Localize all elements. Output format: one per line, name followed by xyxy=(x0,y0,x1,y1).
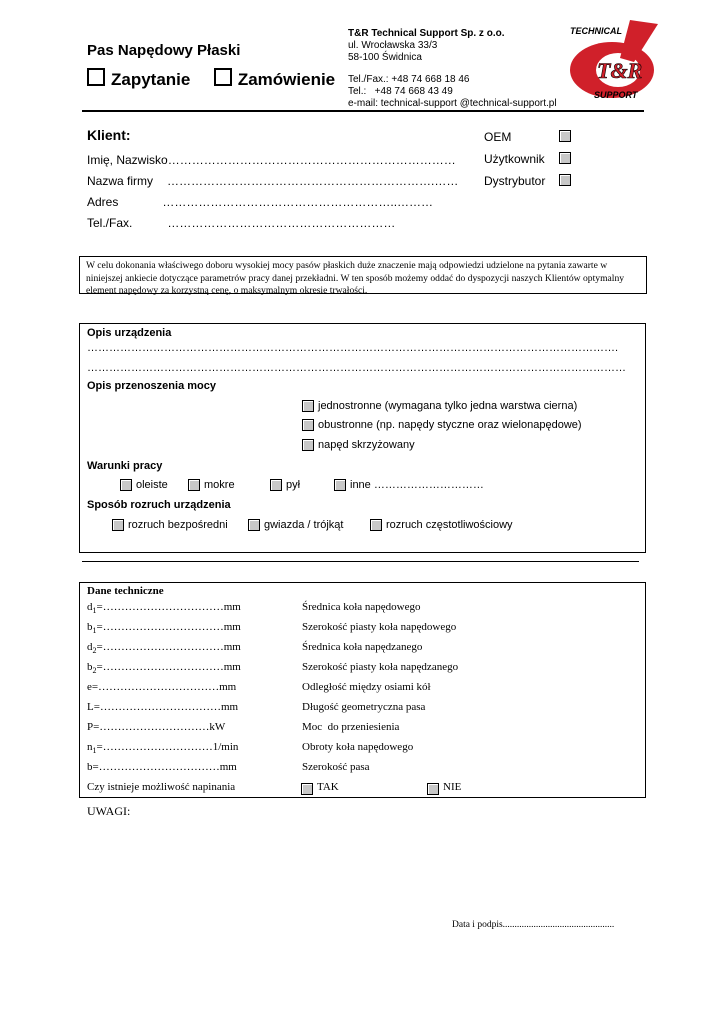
tech-row[interactable] xyxy=(87,721,637,741)
tech-param: $n_1=\dots\dots\dots\dots\dots\dots\dots\dots\dots\dots 1/\min$ xyxy=(87,741,239,756)
tech-row[interactable] xyxy=(87,601,637,621)
conditions-title: Warunki pracy xyxy=(87,460,163,472)
remarks-label: UWAGI: xyxy=(87,804,131,818)
signature-line[interactable]: Data i podpis............................................... xyxy=(452,920,615,930)
device-desc-line-1[interactable]: ………………………………………………………………………………………………………………………………. xyxy=(87,342,619,354)
order-label: Zamówienie xyxy=(237,70,336,89)
client-type-oem: OEM xyxy=(484,130,512,144)
startup-star-delta-checkbox[interactable] xyxy=(248,519,260,531)
client-type-distributor: Dystrybutor xyxy=(484,174,546,188)
inquiry-label: Zapytanie xyxy=(111,70,191,89)
condition-wet-checkbox[interactable] xyxy=(188,479,200,491)
distributor-checkbox[interactable] xyxy=(559,174,571,186)
inquiry-checkbox[interactable] xyxy=(87,70,111,89)
tech-desc: Średnica koła napędowego xyxy=(302,601,421,613)
tech-row[interactable] xyxy=(87,681,637,701)
transmission-one-sided-checkbox[interactable] xyxy=(302,400,314,412)
company-logo xyxy=(560,18,665,106)
condition-other-checkbox[interactable] xyxy=(334,479,346,491)
client-field-dots: …………………………………………………..……… xyxy=(162,195,434,209)
client-field-dots: ………………………………………………… xyxy=(167,216,396,230)
logo-mid-text: T&R xyxy=(597,58,643,83)
tension-no-checkbox[interactable] xyxy=(427,783,439,795)
logo-top-text: TECHNICAL xyxy=(570,26,622,36)
tech-param: e=……………………………mm xyxy=(87,681,237,693)
tech-param: $b_1=\dots\dots\dots\dots\dots\dots\dots\dots\dots\dots\dots mm$ xyxy=(87,621,241,636)
tech-row[interactable] xyxy=(87,661,637,681)
square-checkbox-icon xyxy=(87,68,105,86)
startup-label: rozruch częstotliwościowy xyxy=(386,519,513,531)
condition-label: mokre xyxy=(204,479,235,491)
tension-yes-label: TAK xyxy=(317,781,339,793)
logo-bottom-text: SUPPORT xyxy=(594,90,638,100)
section-divider xyxy=(82,561,639,562)
tech-row[interactable] xyxy=(87,741,637,761)
tech-desc: Odległość między osiami kół xyxy=(302,681,431,693)
client-field-label: Nazwa firmy xyxy=(87,174,154,188)
tech-desc: Długość geometryczna pasa xyxy=(302,701,426,713)
company-telfax: Tel./Fax.: +48 74 668 18 46 xyxy=(348,74,470,85)
startup-label: rozruch bezpośredni xyxy=(128,519,228,531)
user-checkbox[interactable] xyxy=(559,152,571,164)
tech-desc: Moc do przeniesienia xyxy=(302,721,400,733)
tech-row[interactable] xyxy=(87,761,637,781)
tech-row[interactable] xyxy=(87,641,637,661)
tech-param: $d_1=\dots\dots\dots\dots\dots\dots\dots\dots\dots\dots\dots mm$ xyxy=(87,601,241,616)
oem-checkbox[interactable] xyxy=(559,130,571,142)
client-field-dots: ……………………………………………………………… xyxy=(167,153,456,167)
startup-label: gwiazda / trójkąt xyxy=(264,519,344,531)
device-desc-line-2[interactable]: ………………………………………………………………………………………………………………………………… xyxy=(87,362,626,374)
client-field-label: Imię, Nazwisko xyxy=(87,153,168,167)
request-type-options xyxy=(87,68,335,90)
transmission-two-sided-checkbox[interactable] xyxy=(302,419,314,431)
tech-param: L=……………………………mm xyxy=(87,701,239,713)
transmission-title: Opis przenoszenia mocy xyxy=(87,380,216,392)
tech-desc: Średnica koła napędzanego xyxy=(302,641,423,653)
startup-direct-checkbox[interactable] xyxy=(112,519,124,531)
condition-label: pył xyxy=(286,479,301,491)
tech-param: $d_2=\dots\dots\dots\dots\dots\dots\dots\dots\dots\dots\dots mm$ xyxy=(87,641,241,656)
tr-logo-icon xyxy=(560,18,665,106)
client-field-address[interactable] xyxy=(87,195,433,209)
header-divider xyxy=(82,110,644,112)
tension-question: Czy istnieje możliwość napinania xyxy=(87,781,236,793)
condition-dust-checkbox[interactable] xyxy=(270,479,282,491)
company-name: T&R Technical Support Sp. z o.o. xyxy=(348,28,505,39)
condition-oily-checkbox[interactable] xyxy=(120,479,132,491)
company-info xyxy=(348,28,557,110)
order-checkbox[interactable] xyxy=(214,70,238,89)
company-tel: Tel.: +48 74 668 43 49 xyxy=(348,86,453,97)
tech-param: b=……………………………mm xyxy=(87,761,237,773)
client-field-name[interactable] xyxy=(87,153,456,167)
company-city: 58-100 Świdnica xyxy=(348,52,422,63)
tension-yes-checkbox[interactable] xyxy=(301,783,313,795)
device-desc-title: Opis urządzenia xyxy=(87,327,172,339)
tech-desc: Szerokość piasty koła napędzanego xyxy=(302,661,459,673)
tension-row xyxy=(87,781,637,797)
tech-param: $b_2=\dots\dots\dots\dots\dots\dots\dots\dots\dots\dots\dots mm$ xyxy=(87,661,241,676)
client-field-label: Adres xyxy=(87,195,119,209)
client-heading: Klient: xyxy=(87,127,131,143)
client-type-user: Użytkownik xyxy=(484,152,545,166)
tech-desc: Obroty koła napędowego xyxy=(302,741,414,753)
technical-title: Dane techniczne xyxy=(87,585,164,597)
client-field-telfax[interactable] xyxy=(87,216,395,230)
company-email: e-mail: technical-support @technical-support.pl xyxy=(348,98,557,109)
square-checkbox-icon xyxy=(214,68,232,86)
tech-desc: Szerokość piasty koła napędowego xyxy=(302,621,457,633)
tech-row[interactable] xyxy=(87,701,637,721)
client-field-company[interactable] xyxy=(87,174,458,188)
transmission-option: napęd skrzyżowany xyxy=(318,439,415,451)
tech-param: P=…………………………kW xyxy=(87,721,226,733)
intro-text: W celu dokonania właściwego doboru wysokiej mocy pasów płaskich duże znaczenie mają odpowiedzi udzielone na pytania zawarte w niniejszej ankiecie dotyczące parametrów pracy danej przekładni. W ten sposób możemy oddać do dyspozycji naszych Klientów optymalny element napędowy za korzystną cenę, o maksymalnym okresie trwałości. xyxy=(86,260,625,296)
tech-row[interactable] xyxy=(87,621,637,641)
transmission-crossed-checkbox[interactable] xyxy=(302,439,314,451)
transmission-option: obustronne (np. napędy styczne oraz wielonapędowe) xyxy=(318,419,582,431)
client-field-label: Tel./Fax. xyxy=(87,216,133,230)
form-title: Pas Napędowy Płaski xyxy=(87,42,241,59)
tech-desc: Szerokość pasa xyxy=(302,761,370,773)
intro-box xyxy=(79,256,647,294)
condition-label: inne ………………………… xyxy=(350,479,484,491)
startup-frequency-checkbox[interactable] xyxy=(370,519,382,531)
tension-no-label: NIE xyxy=(443,781,462,793)
startup-title: Sposób rozruch urządzenia xyxy=(87,499,231,511)
technical-rows xyxy=(87,601,637,797)
remarks-area[interactable] xyxy=(87,822,637,912)
company-street: ul. Wrocławska 33/3 xyxy=(348,40,438,51)
transmission-option: jednostronne (wymagana tylko jedna warstwa cierna) xyxy=(318,400,578,412)
client-field-dots: ………………………………………………………….…… xyxy=(167,174,459,188)
condition-label: oleiste xyxy=(136,479,168,491)
